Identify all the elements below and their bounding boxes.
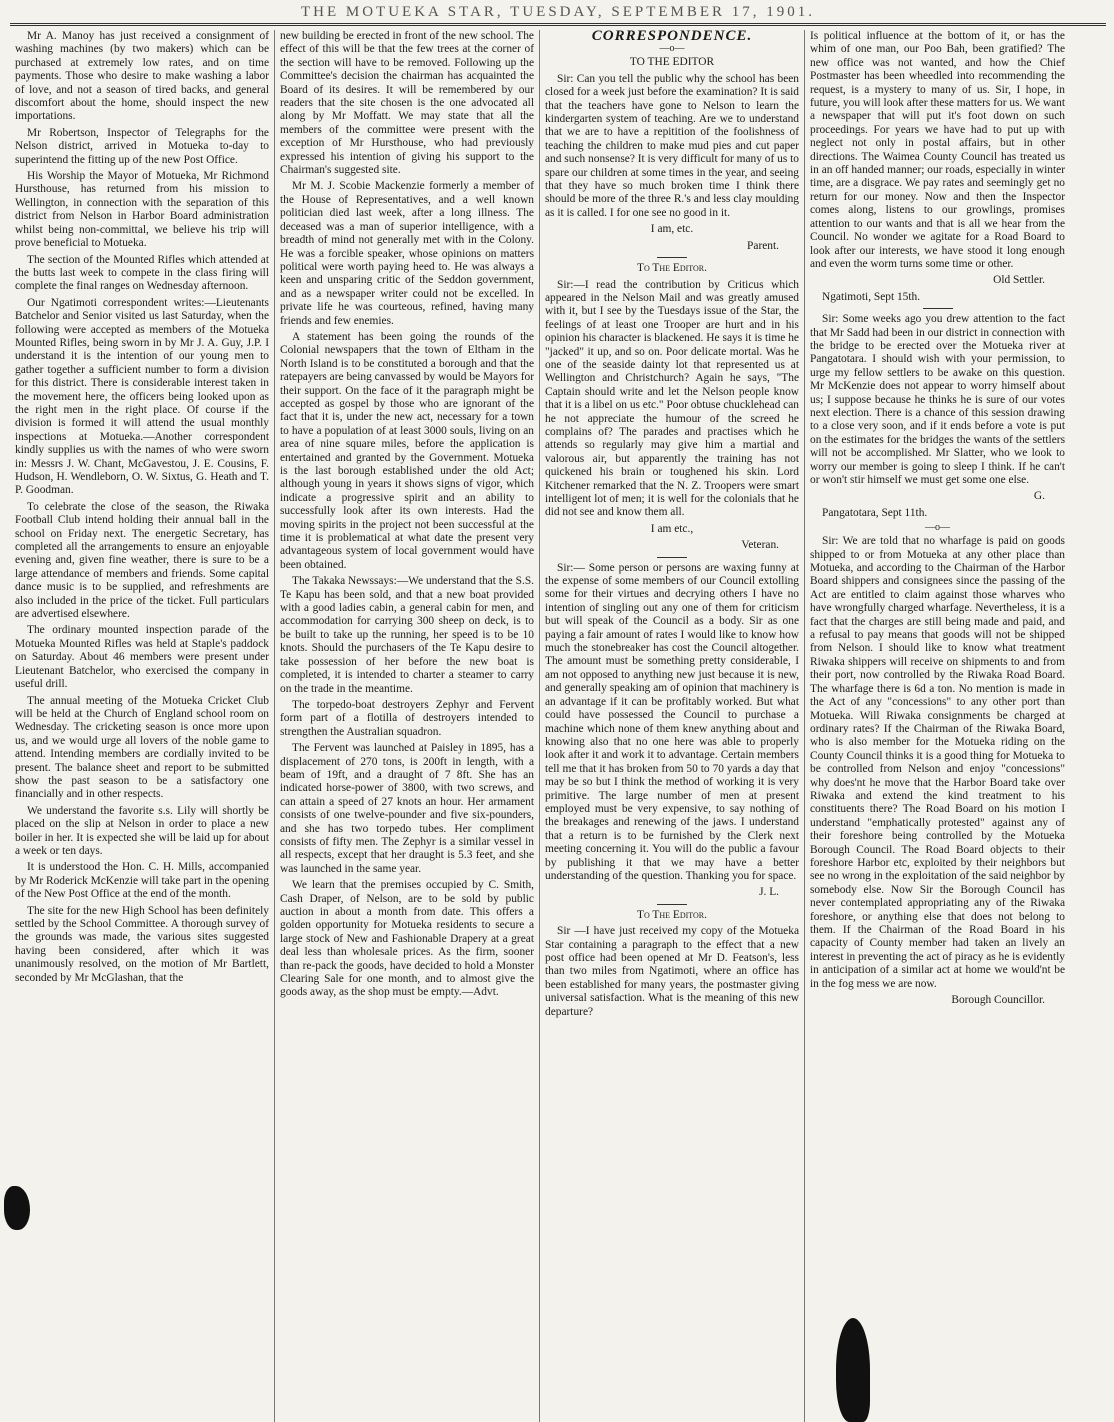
news-item: The annual meeting of the Motueka Cricket Club will be held at the Church of England school room on Wednesday. The cricketing season is once more upon us, and we would urge all lovers of the noble game to attend. Intending members are cordially invited to be present. The balance sheet and report to be submitted show the past season to be a satisfactory one financially and in other respects. xyxy=(15,694,269,801)
letter-salutation: TO THE EDITOR xyxy=(629,56,715,69)
letter-close: I am, etc. xyxy=(650,223,694,236)
masthead-rule xyxy=(10,23,1106,26)
divider xyxy=(657,257,687,258)
news-item: Mr Robertson, Inspector of Telegraphs for the Nelson district, arrived in Motueka to-day to superintend the fitting up of the new Post Office. xyxy=(15,126,269,166)
column-4 xyxy=(805,30,1070,1422)
masthead: THE MOTUEKA STAR, TUESDAY, SEPTEMBER 17, 1901. xyxy=(300,4,816,20)
news-item: To celebrate the close of the season, the Riwaka Football Club intend holding their annual ball in the school on Friday next. The energetic Secretary, has completed all the arrangements to ensure an enjoyable evening and, given fine weather, there is sure to be a large attendance of members and friends. Some capital dance music is to be supplied, and refreshments are also included in the price of the ticket. Full particulars are advertised elsewhere. xyxy=(15,500,269,621)
letter-signature: Veteran. xyxy=(741,539,779,552)
letter-signature: J. L. xyxy=(759,886,779,899)
letter-salutation: To The Editor. xyxy=(637,908,707,921)
letter-body: Sir: We are told that no wharfage is paid on goods shipped to or from Motueka at any other place than Motueka, and according to the Chairman of the Harbor Board shippers and consignees since the passing of the Act are entitled to claim against those wharves who have wrongfully charged wharfage. Nevertheless, it is a fact that the charges are still being made and paid, and a refusal to pay means that goods will not be shipped from Nelson. I should like to know what treatment Riwaka shippers will receive on shipments to and from their port, now controlled by the Riwaka Road Board. The wharfage there is 6d a ton. No mention is made in the Act of any "concessions" to any other port than Motueka. Will Riwaka consignments be charged at ordinary rates? If the Chairman of the Riwaka Board, who is also member for the Motueka riding on the County Council thinks it is a good thing for Motueka to be controlled from Nelson and enjoy "concessions" why does'nt he move that the Harbor Board take over Riwaka and extend the kind treatment to his constituents there? The Road Board on his motion I understand "emphatically protested" against any of their foreshore being controlled by the Motueka Borough Council. The Road Board objects to their foreshore Harbor etc, exploited by their neighbors but see no wrong in the exploitation of the said neighbor by somebody else. Now Sir the Borough Council has never contemplated appropriating any of the Riwaka foreshore, or anything else that does not belong to them. If the Chairman of the Road Board in his capacity of County member had taken an lively an interest in preventing the act of piracy as he is evidently in anticipation of a similar act at home we would'nt be in the fog mess we are now. xyxy=(810,535,1065,990)
divider xyxy=(657,557,687,558)
news-item: Mr A. Manoy has just received a consignment of washing machines (by two makers) which can be purchased at extremely low rates, and on time payments. Those who desire to make washing a labor of love, and not a season of tired backs, and general discomfort about the home, should inspect the new importations. xyxy=(15,30,269,123)
letter-signature: G. xyxy=(1033,490,1045,503)
letter-body: Sir:—I read the contribution by Criticus which appeared in the Nelson Mail and was greatly amused with it, but I see by the Tuesdays issue of the Star, the feelings of at least one Trooper are hurt and in his opinion his character is blackened. He says it is time he "jacked" it up, and so on. Poor delicate mortal. Was he one of the seaside dainty lot that represented us at Wellington and Christchurch? Again he says, "The Captain should write and let the Nelson people know that it is a libel on us etc." Poor obtuse chucklehead can he not appreciate the humour of the screed he complains of? The parades and practises which he attends so regularly may give him a martial and valorous air, but apparently the training has not quickened his brain or toughened his skin. Lord Kitchener remarked that the N. Z. Troopers were smart intelligent lot of men; it is well for the colonials that he did not see and know them all. xyxy=(545,278,799,519)
letter-body: Sir: Some weeks ago you drew attention to the fact that Mr Sadd had been in our district in connection with the bridge to be erected over the Motueka river at Pangatotara. I should wish with your permission, to urge my fellow settlers to be awake on this question. Mr McKenzie does not appear to worry himself about us; I suppose because he thinks he is sure of our votes next election. There is a chance of this session drawing to a close very soon, and if it ends before a vote is put on the estimates for the bridges the wants of the settlers will not be accomplished. Mr Slatter, who we look to worry our member is going to sleep I think. If he can't or won't stir himself we must get some one else. xyxy=(810,313,1065,486)
news-item: Our Ngatimoti correspondent writes:—Lieutenants Batchelor and Senior visited us last Saturday, when the following were accepted as members of the Motueka Mounted Rifles, being sworn in by Mr J. A. Guy, J.P. I understand it is the intention of our young men to gather together a sufficient number to form a division for this district. There is considerable interest taken in the movement here, the officers being looked upon as the right men in the right place. Of course if the division is formed it will attend the usual monthly inspections at Motueka.—Another correspondent kindly supplies us with the names of who were sworn in: Messrs J. W. Chant, McGavestou, J. E. Cousins, F. Hudson, H. Wendleborn, O. W. Sixtus, G. Heath and T. P. Goodman. xyxy=(15,296,269,497)
news-item: We understand the favorite s.s. Lily will shortly be placed on the slip at Nelson in order to place a new boiler in her. It is expected she will be laid up for about a week or ten days. xyxy=(15,804,269,857)
letter-body: Sir —I have just received my copy of the Motueka Star containing a paragraph to the effect that a new post office had been opened at Mr D. Featson's, less than two miles from Ngatimoti, where an office has been established for many years, the postmaster giving universal satisfaction. What is the meaning of this new departure? xyxy=(545,925,799,1018)
ornament: —o— xyxy=(659,43,685,55)
ink-blot xyxy=(836,1318,870,1422)
letter-signature: Parent. xyxy=(747,239,779,252)
columns xyxy=(10,30,1106,1422)
letter-body: Sir:— Some person or persons are waxing funny at the expense of some members of our Council extolling some for their virtues and decrying others I have no intention of singling out any one of them for criticism but will speak of the Council as a body. Sir as one paying a fair amount of rates I would like to know how much the stonebreaker has cost the Council altogether. The amount must be something pretty considerable, I am not opposed to anything new just because it is new, and generally speaking am of opinion that machinery is an advantage if it can be profitably worked. But what could have possessed the Council to purchase a machine which none of them knew anything about and knowing also that no one here was able to properly look after it and work it to advantage. Certain members tell me that it has broken from 50 to 70 yards a day that may be so but I think the method of working it is very primitive. The large number of men at present employed must be very expensive, to say nothing of the breakages and renewing of the jaws. I understand that a return is to be furnished by the Clerk next meeting concerning it. You will do the public a favour by publishing it that we may have a better understanding of the question. Thanking you for space. xyxy=(545,561,799,882)
column-2 xyxy=(275,30,540,1422)
news-item: The section of the Mounted Rifles which attended at the butts last week to compete in the class firing will complete the final ranges on Wednesday afternoon. xyxy=(15,253,269,293)
column-3 xyxy=(540,30,805,1422)
news-item: It is understood the Hon. C. H. Mills, accompanied by Mr Roderick McKenzie will take part in the opening of the New Post Office at the end of the month. xyxy=(15,861,270,901)
news-item: Mr M. J. Scobie Mackenzie formerly a member of the House of Representatives, and a well known politician died last week, after a long illness. The deceased was a man of superior intelligence, with a breadth of mind not generally met with in the Colony. He was a forcible speaker, whose opinions on matters political were worth paying heed to. He was always a keen and unsparing critic of the Seddon government, and as a newspaper writer could not be excelled. In private life he was courteous, refined, having many friends and few enemies. xyxy=(280,180,534,327)
letter-body: Sir: Can you tell the public why the school has been closed for a week just before the examination? It is said that the teachers have gone to Nelson to learn the kindergarten system of teaching. Are we to understand that we are to have a repitition of the foolishness of teaching the children to make mud pies and cut paper and such nonsense? It is very difficult for many of us to spare our children at some times in the year, and seeing that they have so much broken time I think there should be more of the three R.'s and less clay moulding as it is called. I for one see no good in it. xyxy=(545,72,799,219)
news-item: The Takaka Newssays:—We understand that the S.S. Te Kapu has been sold, and that a new boat provided with a good ladies cabin, a general cabin for men, and accommodation for carrying 300 sheep on deck, is to be built to take up the running, her speed is to be 10 knots. Should the purchasers of the Te Kapu desire to take possession of her before the new boat is completed, it is intended to charter a steamer to carry on the trade in the meantime. xyxy=(280,575,534,695)
news-item: The Fervent was launched at Paisley in 1895, has a displacement of 270 tons, is 200ft in length, with a beam of 19ft, and a draught of 7 8ft. She has an indicated horse-power of 3800, with two screws, and can attain a speed of 27 knots an hour. Her armament consists of one twelve-pounder and five six-pounders, and she has two torpedo tubes. Her compliment consists of fifty men. The Zephyr is a similar vessel in all respects, except that her draught is 5.3 feet, and she was launched in the same year. xyxy=(280,742,534,875)
letter-signature: Borough Councillor. xyxy=(951,994,1045,1007)
correspondence-heading: CORRESPONDENCE. xyxy=(591,30,753,44)
divider xyxy=(657,904,687,905)
news-item: His Worship the Mayor of Motueka, Mr Richmond Hursthouse, has returned from his mission to Wellington, in connection with the separation of this district from Nelson in Harbor Board administration whilst being non-committal, we believe his trip will prove beneficial to Motueka. xyxy=(15,170,269,250)
divider xyxy=(923,308,953,309)
letter-close: I am etc., xyxy=(650,522,694,535)
news-item: The site for the new High School has been definitely settled by the School Committee. A thorough survey of the grounds was made, the various sites suggested having been considered, after which it was unanimously resolved, on the motion of Mr Bartlett, seconded by Mr McGlashan, that the xyxy=(15,904,269,984)
news-item: The torpedo-boat destroyers Zephyr and Fervent form part of a flotilla of destroyers intended to strengthen the Australian squadron. xyxy=(280,698,534,738)
letter-signature: Old Settler. xyxy=(993,274,1045,287)
letter-dateline: Ngatimoti, Sept 15th. xyxy=(822,290,921,303)
letter-body: Is political influence at the bottom of it, or has the whim of one man, our Poo Bah, been gratified? The new office was not wanted, and how the Chief Postmaster has been wheedled into recommending the request, is a mystery to many of us. Sir, I hope, in future, you will look after these matters for us. We want a newspaper that will put it's foot down on such proceedings. For years we have had to put up with neglect not only in postal affairs, but in other directions. The Waimea County Council has treated us in an off handed manner; our roads, especially in winter time, are a disgrace. We pay rates and seemingly get no return for our money. Now and then the Inspector comes along, listens to our growlings, promises attention to our wants and that is all we hear from the Council. No wonder we agitate for a Road Board to look after our interests, we have stood it long enough and even the worm turns some time or other. xyxy=(810,30,1065,270)
letter-salutation: To The Editor. xyxy=(637,262,707,275)
letter-dateline: Pangatotara, Sept 11th. xyxy=(822,506,928,519)
ornament: —o— xyxy=(925,522,950,534)
ink-blot xyxy=(4,1186,30,1230)
column-1 xyxy=(10,30,275,1422)
news-item: A statement has been going the rounds of the Colonial newspapers that the town of Eltham in the North Island is to be constituted a borough and that the ratepayers are being canvassed by would be Mayors for their support. On the face of it the paragraph might be accepted as gospel by those who are ignorant of the fact that it is, under the new act, necessary for a town to have a population of at least 3000 souls, living on an area of nine square miles, before the application is entertained and granted by the Government. Motueka is the last borough established under the old Act; although young in years it shows signs of vigor, which indicate a progressive spirit and an ability to successfully look after its own interests. Had the moving spirits in the project not been successful at the time it is problematical at what date the present very advantageous system of local government would have been obtained. xyxy=(280,330,534,571)
news-item: new building be erected in front of the new school. The effect of this will be that the few trees at the corner of the section will have to be removed. Following up the Committee's decision the chairman has acquainted the Board of its desires. It will be remembered by our readers that the site chosen is the one advocated all along by Mr Moffatt. We may state that all the members of the committee were present with the exception of Mr Hursthouse, who had previously expressed his intention of giving his support to the Chairman's suggested site. xyxy=(280,30,534,177)
news-item: The ordinary mounted inspection parade of the Motueka Mounted Rifles was held at Staple's paddock on Saturday. About 46 members were present under Lieutenant Batchelor, who exercised the company in useful drill. xyxy=(15,624,269,691)
news-item: We learn that the premises occupied by C. Smith, Cash Draper, of Nelson, are to be sold by public auction in about a month from date. This offers a golden opportunity for Motueka residents to secure a large stock of New and Fashionable Drapery at a great deal less than wholesale prices. As the firm, sooner than re-pack the goods, have decided to hold a Monster Clearing Sale for one month, and to almost give the goods away, as the shop must be empty.—Advt. xyxy=(280,879,534,999)
